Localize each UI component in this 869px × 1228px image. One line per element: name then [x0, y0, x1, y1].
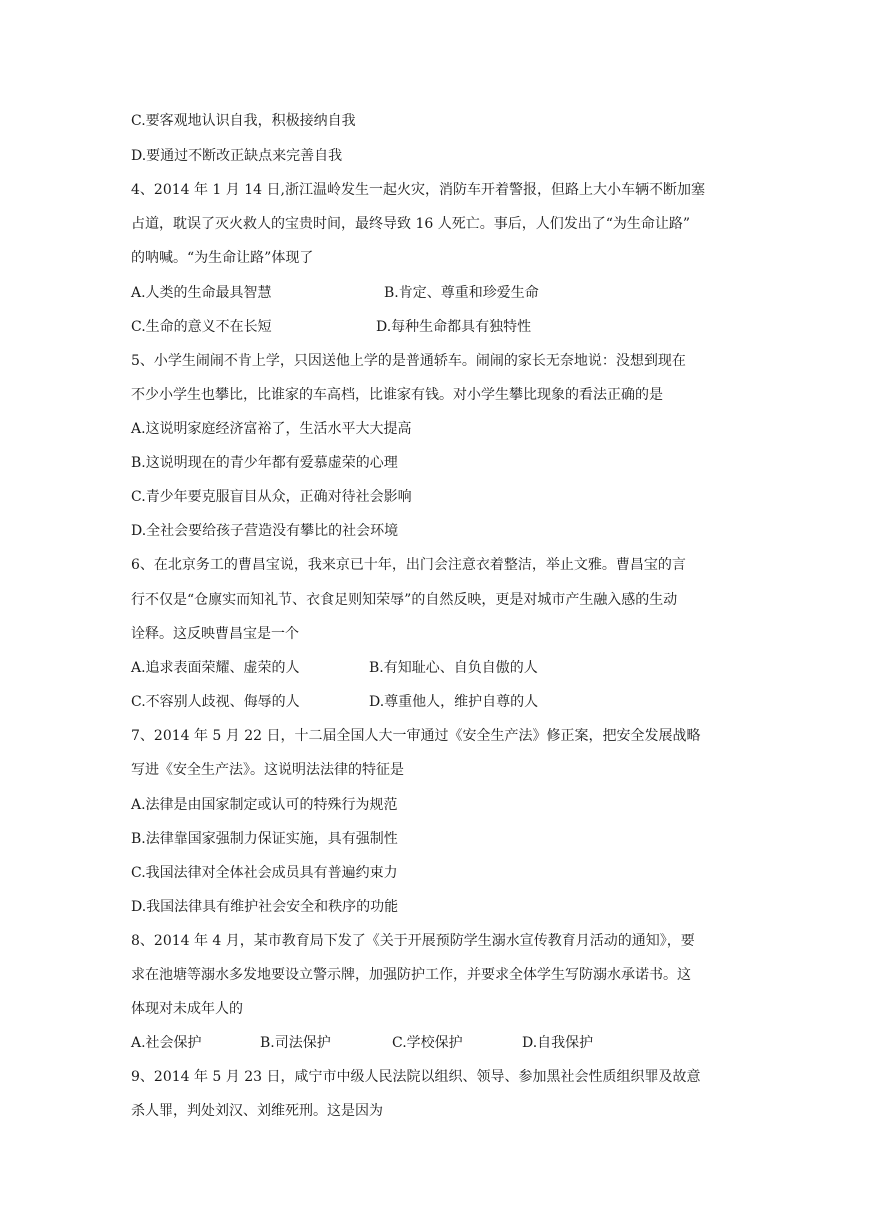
q6-option-b: B.有知耻心、自负自傲的人	[369, 660, 538, 676]
q4-stem-line-1: 4、2014 年 1 月 14 日,浙江温岭发生一起火灾，消防车开着警报，但路上大小车辆不断加塞	[131, 182, 705, 198]
q8-option-b: B.司法保护	[260, 1035, 331, 1051]
q6-option-a: A.追求表面荣耀、虚荣的人	[131, 660, 300, 676]
q5-option-d: D.全社会要给孩子营造没有攀比的社会环境	[131, 523, 399, 539]
q4-stem-line-3: 的呐喊。“为生命让路”体现了	[131, 250, 314, 266]
q6-stem-line-3: 诠释。这反映曹昌宝是一个	[131, 626, 299, 642]
q3-option-d: D.要通过不断改正缺点来完善自我	[131, 148, 343, 164]
q6-option-d: D.尊重他人，维护自尊的人	[369, 694, 539, 710]
q9-stem-line-1: 9、2014 年 5 月 23 日，咸宁市中级人民法院以组织、领导、参加黑社会性质组织罪及故意	[131, 1069, 701, 1085]
q5-stem-line-1: 5、小学生闹闹不肯上学，只因送他上学的是普通轿车。闹闹的家长无奈地说：没想到现在	[131, 353, 686, 369]
q8-option-a: A.社会保护	[131, 1035, 202, 1051]
q4-option-c: C.生命的意义不在长短	[131, 319, 272, 335]
q8-stem-line-2: 求在池塘等溺水多发地要设立警示牌，加强防护工作，并要求全体学生写防溺水承诺书。这	[131, 967, 691, 983]
q8-option-c: C.学校保护	[392, 1035, 463, 1051]
q4-option-b: B.肯定、尊重和珍爱生命	[384, 285, 539, 301]
q6-stem-line-2: 行不仅是“仓廪实而知礼节、衣食足则知荣辱”的自然反映，更是对城市产生融入感的生动	[131, 592, 678, 608]
q5-option-a: A.这说明家庭经济富裕了，生活水平大大提高	[131, 421, 412, 437]
q7-stem-line-2: 写进《安全生产法》。这说明法法律的特征是	[131, 762, 404, 778]
q4-stem-line-2: 占道，耽误了灭火救人的宝贵时间，最终导致 16 人死亡。事后，人们发出了“为生命让路”	[131, 216, 691, 232]
q5-stem-line-2: 不少小学生也攀比，比谁家的车高档，比谁家有钱。对小学生攀比现象的看法正确的是	[131, 387, 663, 403]
q3-option-c: C.要客观地认识自我，积极接纳自我	[131, 113, 356, 129]
q5-option-c: C.青少年要克服盲目从众，正确对待社会影响	[131, 489, 412, 505]
q7-option-c: C.我国法律对全体社会成员具有普遍约束力	[131, 865, 398, 881]
q8-option-d: D.自我保护	[522, 1035, 594, 1051]
q9-stem-line-2: 杀人罪，判处刘汉、刘维死刑。这是因为	[131, 1103, 383, 1119]
q5-option-b: B.这说明现在的青少年都有爱慕虚荣的心理	[131, 455, 398, 471]
q4-option-a: A.人类的生命最具智慧	[131, 285, 272, 301]
q6-option-c: C.不容别人歧视、侮辱的人	[131, 694, 300, 710]
q8-stem-line-1: 8、2014 年 4 月，某市教育局下发了《关于开展预防学生溺水宣传教育月活动的通知》，要	[131, 933, 695, 949]
q7-option-d: D.我国法律具有维护社会安全和秩序的功能	[131, 899, 399, 915]
q7-option-a: A.法律是由国家制定或认可的特殊行为规范	[131, 797, 398, 813]
q6-stem-line-1: 6、在北京务工的曹昌宝说，我来京已十年，出门会注意衣着整洁，举止文雅。曹昌宝的言	[131, 557, 686, 573]
q4-option-d: D.每种生命都具有独特性	[376, 319, 532, 335]
q7-option-b: B.法律靠国家强制力保证实施，具有强制性	[131, 831, 398, 847]
q7-stem-line-1: 7、2014 年 5 月 22 日，十二届全国人大一审通过《安全生产法》修正案，把安全发展战略	[131, 728, 701, 744]
q8-stem-line-3: 体现对未成年人的	[131, 1001, 243, 1017]
